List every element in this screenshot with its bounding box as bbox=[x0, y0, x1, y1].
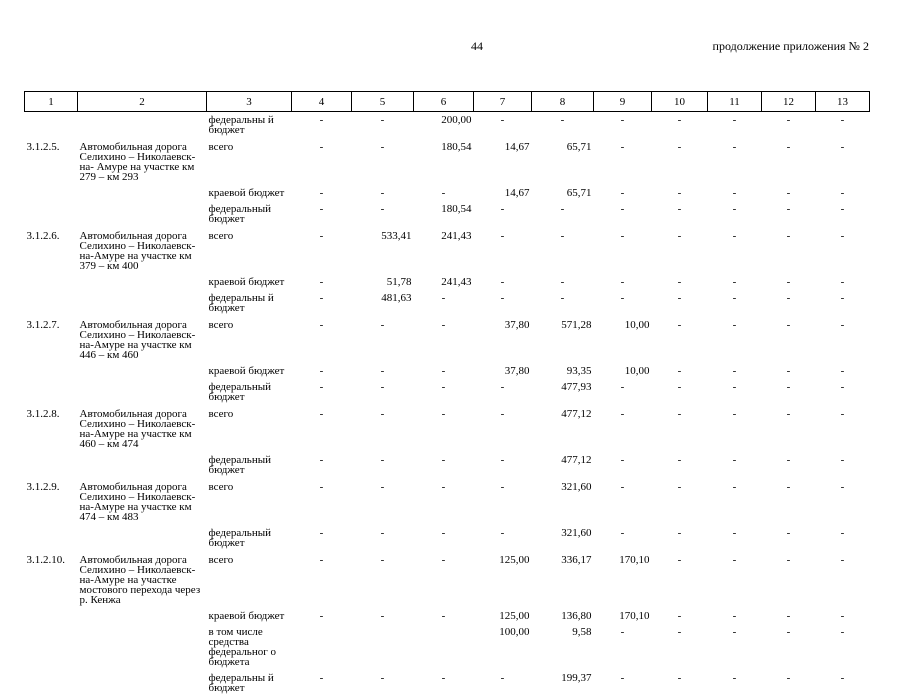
value-cell: - bbox=[816, 290, 870, 316]
value-cell bbox=[292, 624, 352, 670]
column-number: 1 bbox=[25, 92, 78, 112]
value-cell: - bbox=[652, 670, 708, 696]
column-number: 9 bbox=[594, 92, 652, 112]
value-cell: - bbox=[352, 316, 414, 363]
value-cell: - bbox=[708, 551, 762, 608]
value-cell: 170,10 bbox=[594, 551, 652, 608]
value-cell: - bbox=[594, 379, 652, 405]
item-name: Автомобильная дорога Селихино – Николаевск-на-Амуре на участке мостового перехода через р. Кенжа bbox=[78, 551, 207, 608]
funding-source: краевой бюджет bbox=[207, 185, 292, 201]
item-name bbox=[78, 624, 207, 670]
value-cell: - bbox=[762, 138, 816, 185]
value-cell: - bbox=[652, 525, 708, 551]
funding-source: всего bbox=[207, 478, 292, 525]
value-cell: - bbox=[474, 290, 532, 316]
value-cell: - bbox=[652, 138, 708, 185]
item-code bbox=[25, 274, 78, 290]
value-cell: - bbox=[762, 290, 816, 316]
value-cell: - bbox=[414, 405, 474, 452]
value-cell: - bbox=[414, 478, 474, 525]
table-row bbox=[25, 452, 870, 478]
item-code bbox=[25, 363, 78, 379]
funding-source: всего bbox=[207, 316, 292, 363]
value-cell: 9,58 bbox=[532, 624, 594, 670]
value-cell: - bbox=[532, 274, 594, 290]
value-cell: - bbox=[816, 452, 870, 478]
value-cell: 125,00 bbox=[474, 551, 532, 608]
value-cell: 180,54 bbox=[414, 201, 474, 227]
table-row bbox=[25, 316, 870, 363]
value-cell: 65,71 bbox=[532, 138, 594, 185]
value-cell: - bbox=[708, 201, 762, 227]
value-cell: - bbox=[352, 670, 414, 696]
column-number: 11 bbox=[708, 92, 762, 112]
value-cell: - bbox=[594, 525, 652, 551]
value-cell: 14,67 bbox=[474, 185, 532, 201]
item-name bbox=[78, 670, 207, 696]
table-row bbox=[25, 227, 870, 274]
value-cell: - bbox=[352, 551, 414, 608]
item-code: 3.1.2.5. bbox=[25, 138, 78, 185]
item-name bbox=[78, 185, 207, 201]
value-cell: - bbox=[352, 405, 414, 452]
funding-source: федеральный бюджет bbox=[207, 379, 292, 405]
value-cell: - bbox=[474, 525, 532, 551]
value-cell: 533,41 bbox=[352, 227, 414, 274]
value-cell: - bbox=[708, 274, 762, 290]
item-code bbox=[25, 452, 78, 478]
value-cell bbox=[352, 624, 414, 670]
value-cell: - bbox=[532, 227, 594, 274]
value-cell: - bbox=[292, 138, 352, 185]
value-cell: - bbox=[352, 525, 414, 551]
table-row bbox=[25, 608, 870, 624]
item-name: Автомобильная дорога Селихино – Николаевск-на-Амуре на участке км 379 – км 400 bbox=[78, 227, 207, 274]
value-cell: - bbox=[474, 201, 532, 227]
value-cell: - bbox=[292, 551, 352, 608]
value-cell: - bbox=[652, 624, 708, 670]
item-name bbox=[78, 290, 207, 316]
value-cell: - bbox=[762, 452, 816, 478]
value-cell: - bbox=[594, 290, 652, 316]
value-cell: - bbox=[652, 478, 708, 525]
value-cell: - bbox=[652, 379, 708, 405]
value-cell: - bbox=[762, 363, 816, 379]
table-row bbox=[25, 405, 870, 452]
column-number: 10 bbox=[652, 92, 708, 112]
value-cell: - bbox=[414, 551, 474, 608]
value-cell: - bbox=[594, 405, 652, 452]
funding-source: краевой бюджет bbox=[207, 274, 292, 290]
value-cell: - bbox=[708, 608, 762, 624]
value-cell: 136,80 bbox=[532, 608, 594, 624]
value-cell: - bbox=[594, 112, 652, 139]
item-name: Автомобильная дорога Селихино – Николаевск-на-Амуре на участке км 474 – км 483 bbox=[78, 478, 207, 525]
value-cell: - bbox=[352, 608, 414, 624]
funding-source: краевой бюджет bbox=[207, 608, 292, 624]
value-cell: - bbox=[652, 551, 708, 608]
value-cell: - bbox=[352, 452, 414, 478]
table-row bbox=[25, 274, 870, 290]
value-cell: - bbox=[292, 201, 352, 227]
column-number: 6 bbox=[414, 92, 474, 112]
value-cell: - bbox=[762, 670, 816, 696]
value-cell: - bbox=[352, 363, 414, 379]
value-cell: - bbox=[292, 379, 352, 405]
value-cell: - bbox=[594, 624, 652, 670]
item-code: 3.1.2.7. bbox=[25, 316, 78, 363]
item-code bbox=[25, 379, 78, 405]
value-cell: - bbox=[292, 525, 352, 551]
value-cell: - bbox=[816, 551, 870, 608]
value-cell: 571,28 bbox=[532, 316, 594, 363]
value-cell: - bbox=[708, 525, 762, 551]
value-cell: - bbox=[708, 405, 762, 452]
value-cell: 477,93 bbox=[532, 379, 594, 405]
value-cell: - bbox=[474, 112, 532, 139]
item-code bbox=[25, 112, 78, 139]
value-cell: - bbox=[292, 290, 352, 316]
value-cell: 477,12 bbox=[532, 452, 594, 478]
value-cell: - bbox=[816, 274, 870, 290]
value-cell: - bbox=[816, 316, 870, 363]
funding-source: федеральный бюджет bbox=[207, 201, 292, 227]
funding-source: федеральны й бюджет bbox=[207, 290, 292, 316]
value-cell: - bbox=[292, 274, 352, 290]
column-number: 12 bbox=[762, 92, 816, 112]
item-name bbox=[78, 112, 207, 139]
value-cell: - bbox=[652, 185, 708, 201]
item-name: Автомобильная дорога Селихино – Николаевск-на-Амуре на участке км 460 – км 474 bbox=[78, 405, 207, 452]
value-cell: - bbox=[816, 525, 870, 551]
value-cell: - bbox=[532, 112, 594, 139]
financing-table bbox=[24, 91, 870, 696]
value-cell: - bbox=[414, 379, 474, 405]
column-number: 5 bbox=[352, 92, 414, 112]
value-cell: - bbox=[816, 185, 870, 201]
table-row bbox=[25, 379, 870, 405]
value-cell: 199,37 bbox=[532, 670, 594, 696]
value-cell: - bbox=[474, 227, 532, 274]
value-cell: - bbox=[708, 290, 762, 316]
value-cell: - bbox=[352, 201, 414, 227]
value-cell: 51,78 bbox=[352, 274, 414, 290]
value-cell: - bbox=[762, 525, 816, 551]
value-cell: - bbox=[652, 452, 708, 478]
value-cell: 170,10 bbox=[594, 608, 652, 624]
funding-source: всего bbox=[207, 551, 292, 608]
value-cell: 481,63 bbox=[352, 290, 414, 316]
value-cell: 93,35 bbox=[532, 363, 594, 379]
value-cell: - bbox=[652, 316, 708, 363]
value-cell: - bbox=[816, 112, 870, 139]
value-cell: - bbox=[652, 363, 708, 379]
funding-source: всего bbox=[207, 227, 292, 274]
value-cell: - bbox=[652, 290, 708, 316]
column-number: 7 bbox=[474, 92, 532, 112]
item-code bbox=[25, 624, 78, 670]
table-row bbox=[25, 525, 870, 551]
value-cell: - bbox=[816, 201, 870, 227]
value-cell: 37,80 bbox=[474, 363, 532, 379]
value-cell: - bbox=[352, 185, 414, 201]
value-cell: - bbox=[708, 363, 762, 379]
item-code bbox=[25, 185, 78, 201]
value-cell: - bbox=[708, 478, 762, 525]
value-cell: - bbox=[762, 379, 816, 405]
value-cell: - bbox=[762, 478, 816, 525]
value-cell: - bbox=[594, 452, 652, 478]
value-cell: - bbox=[352, 478, 414, 525]
value-cell: - bbox=[292, 185, 352, 201]
column-number: 8 bbox=[532, 92, 594, 112]
table-body bbox=[25, 112, 870, 696]
value-cell: - bbox=[414, 316, 474, 363]
item-name bbox=[78, 201, 207, 227]
value-cell: 477,12 bbox=[532, 405, 594, 452]
value-cell: - bbox=[708, 185, 762, 201]
item-code: 3.1.2.9. bbox=[25, 478, 78, 525]
table-row bbox=[25, 138, 870, 185]
item-code: 3.1.2.10. bbox=[25, 551, 78, 608]
value-cell: - bbox=[292, 478, 352, 525]
value-cell: - bbox=[594, 185, 652, 201]
value-cell: - bbox=[292, 670, 352, 696]
appendix-continuation-label: продолжение приложения № 2 bbox=[713, 39, 869, 54]
value-cell: - bbox=[708, 227, 762, 274]
value-cell: - bbox=[474, 452, 532, 478]
value-cell: 200,00 bbox=[414, 112, 474, 139]
item-name bbox=[78, 379, 207, 405]
value-cell: - bbox=[816, 608, 870, 624]
value-cell: 100,00 bbox=[474, 624, 532, 670]
value-cell: - bbox=[816, 405, 870, 452]
value-cell: - bbox=[652, 227, 708, 274]
value-cell: - bbox=[762, 227, 816, 274]
value-cell: - bbox=[474, 274, 532, 290]
column-number: 3 bbox=[207, 92, 292, 112]
item-name: Автомобильная дорога Селихино – Николаевск-на-Амуре на участке км 446 – км 460 bbox=[78, 316, 207, 363]
value-cell: - bbox=[414, 452, 474, 478]
value-cell: 241,43 bbox=[414, 227, 474, 274]
value-cell: - bbox=[292, 316, 352, 363]
item-code bbox=[25, 608, 78, 624]
table-row bbox=[25, 478, 870, 525]
funding-source: федеральный бюджет bbox=[207, 452, 292, 478]
value-cell: - bbox=[708, 670, 762, 696]
value-cell: - bbox=[652, 112, 708, 139]
table-row bbox=[25, 624, 870, 670]
value-cell: - bbox=[816, 138, 870, 185]
table-row bbox=[25, 201, 870, 227]
table-row bbox=[25, 185, 870, 201]
value-cell: - bbox=[414, 525, 474, 551]
value-cell: - bbox=[708, 316, 762, 363]
value-cell: - bbox=[474, 478, 532, 525]
item-code bbox=[25, 201, 78, 227]
column-number: 2 bbox=[78, 92, 207, 112]
funding-source: федеральны й бюджет bbox=[207, 670, 292, 696]
column-number: 4 bbox=[292, 92, 352, 112]
value-cell: - bbox=[816, 478, 870, 525]
item-code bbox=[25, 525, 78, 551]
value-cell: - bbox=[414, 608, 474, 624]
value-cell: - bbox=[762, 112, 816, 139]
value-cell: - bbox=[652, 608, 708, 624]
item-name bbox=[78, 274, 207, 290]
value-cell: - bbox=[474, 379, 532, 405]
value-cell: - bbox=[816, 379, 870, 405]
funding-source: в том числе средства федеральног о бюджета bbox=[207, 624, 292, 670]
value-cell: - bbox=[532, 201, 594, 227]
item-code bbox=[25, 290, 78, 316]
page-number: 44 bbox=[471, 39, 483, 54]
value-cell: - bbox=[652, 405, 708, 452]
value-cell: - bbox=[352, 112, 414, 139]
item-name bbox=[78, 452, 207, 478]
item-name bbox=[78, 525, 207, 551]
value-cell: - bbox=[292, 112, 352, 139]
item-code: 3.1.2.8. bbox=[25, 405, 78, 452]
value-cell: - bbox=[594, 227, 652, 274]
value-cell: - bbox=[762, 551, 816, 608]
value-cell: - bbox=[816, 227, 870, 274]
value-cell: - bbox=[816, 670, 870, 696]
value-cell bbox=[414, 624, 474, 670]
item-name bbox=[78, 608, 207, 624]
item-code bbox=[25, 670, 78, 696]
value-cell: - bbox=[762, 185, 816, 201]
value-cell: - bbox=[594, 670, 652, 696]
value-cell: 37,80 bbox=[474, 316, 532, 363]
value-cell: - bbox=[594, 138, 652, 185]
table-row bbox=[25, 551, 870, 608]
value-cell: - bbox=[762, 608, 816, 624]
table-row bbox=[25, 670, 870, 696]
value-cell: 321,60 bbox=[532, 525, 594, 551]
value-cell: - bbox=[594, 478, 652, 525]
value-cell: 65,71 bbox=[532, 185, 594, 201]
value-cell: - bbox=[708, 452, 762, 478]
value-cell: - bbox=[352, 379, 414, 405]
value-cell: - bbox=[762, 316, 816, 363]
value-cell: - bbox=[652, 274, 708, 290]
value-cell: 125,00 bbox=[474, 608, 532, 624]
value-cell: - bbox=[762, 201, 816, 227]
value-cell: - bbox=[474, 405, 532, 452]
item-code: 3.1.2.6. bbox=[25, 227, 78, 274]
value-cell: - bbox=[292, 405, 352, 452]
value-cell: - bbox=[816, 363, 870, 379]
value-cell: 241,43 bbox=[414, 274, 474, 290]
value-cell: 321,60 bbox=[532, 478, 594, 525]
value-cell: 10,00 bbox=[594, 316, 652, 363]
value-cell: 180,54 bbox=[414, 138, 474, 185]
column-number-row bbox=[25, 92, 870, 112]
value-cell: - bbox=[762, 405, 816, 452]
value-cell: - bbox=[532, 290, 594, 316]
funding-source: краевой бюджет bbox=[207, 363, 292, 379]
item-name bbox=[78, 363, 207, 379]
funding-source: федеральны й бюджет bbox=[207, 112, 292, 139]
value-cell: - bbox=[816, 624, 870, 670]
funding-source: федеральный бюджет bbox=[207, 525, 292, 551]
value-cell: - bbox=[652, 201, 708, 227]
value-cell: - bbox=[474, 670, 532, 696]
value-cell: - bbox=[292, 608, 352, 624]
column-number: 13 bbox=[816, 92, 870, 112]
value-cell: - bbox=[594, 274, 652, 290]
value-cell: 336,17 bbox=[532, 551, 594, 608]
value-cell: - bbox=[708, 624, 762, 670]
value-cell: - bbox=[708, 138, 762, 185]
table-row bbox=[25, 112, 870, 139]
value-cell: - bbox=[762, 274, 816, 290]
table-row bbox=[25, 363, 870, 379]
item-name: Автомобильная дорога Селихино – Николаевск-на- Амуре на участке км 279 – км 293 bbox=[78, 138, 207, 185]
value-cell: 10,00 bbox=[594, 363, 652, 379]
funding-source: всего bbox=[207, 138, 292, 185]
value-cell: - bbox=[708, 112, 762, 139]
value-cell: - bbox=[352, 138, 414, 185]
table-row bbox=[25, 290, 870, 316]
value-cell: - bbox=[414, 290, 474, 316]
value-cell: - bbox=[414, 670, 474, 696]
value-cell: - bbox=[414, 185, 474, 201]
value-cell: - bbox=[414, 363, 474, 379]
value-cell: - bbox=[292, 452, 352, 478]
value-cell: - bbox=[292, 227, 352, 274]
value-cell: 14,67 bbox=[474, 138, 532, 185]
value-cell: - bbox=[594, 201, 652, 227]
funding-source: всего bbox=[207, 405, 292, 452]
value-cell: - bbox=[762, 624, 816, 670]
value-cell: - bbox=[708, 379, 762, 405]
value-cell: - bbox=[292, 363, 352, 379]
